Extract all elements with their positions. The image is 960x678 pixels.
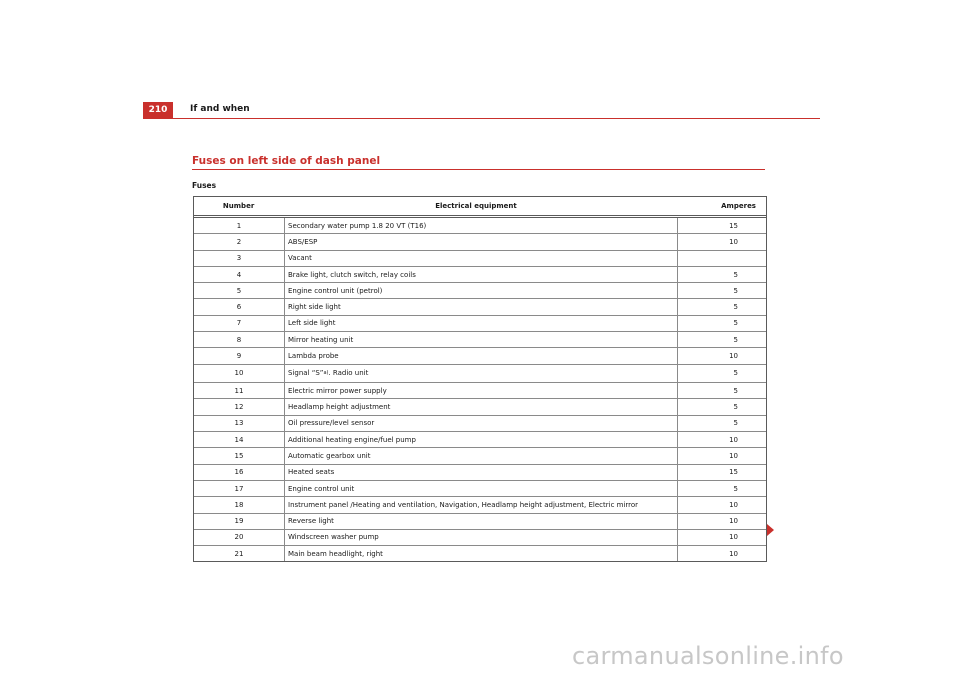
arrow-right-icon[interactable] (767, 524, 774, 536)
fuse-amperes: 10 (729, 435, 738, 444)
fuse-number: 3 (194, 251, 285, 266)
fuse-number: 11 (194, 383, 285, 398)
fuse-number: 5 (194, 283, 285, 298)
table-row (194, 399, 766, 415)
equipment-text: Signal “S” (288, 369, 324, 378)
fuse-amperes: 5 (733, 319, 738, 328)
fuse-equipment: Reverse light (285, 514, 678, 529)
fuse-amperes: 5 (733, 270, 738, 279)
fuse-equipment: ABS/ESP (285, 234, 678, 249)
fuse-number: 8 (194, 332, 285, 347)
fuse-equipment: Brake light, clutch switch, relay coils (285, 267, 678, 282)
fuse-number: 18 (194, 497, 285, 512)
fuse-number: 1 (194, 218, 285, 233)
column-header-equipment: Electrical equipment (435, 202, 517, 210)
fuse-number: 2 (194, 234, 285, 249)
fuse-number: 10 (194, 365, 285, 383)
table-row (194, 332, 766, 348)
fuse-equipment: Additional heating engine/fuel pump (285, 432, 678, 447)
fuse-amperes: 10 (729, 352, 738, 361)
fuse-number: 12 (194, 399, 285, 414)
table-row (194, 383, 766, 399)
fuse-number: 20 (194, 530, 285, 545)
fuse-amperes: 15 (729, 221, 738, 230)
table-row (194, 497, 766, 513)
fuse-number: 21 (194, 546, 285, 561)
table-row (194, 299, 766, 315)
fuse-amperes: 5 (733, 335, 738, 344)
fuse-amperes: 5 (733, 386, 738, 395)
fuse-number: 4 (194, 267, 285, 282)
fuse-table (193, 196, 767, 562)
table-row (194, 283, 766, 299)
fuse-amperes: 10 (729, 500, 738, 509)
page-header (143, 102, 820, 119)
fuse-amperes: 5 (733, 286, 738, 295)
fuse-equipment: Engine control unit (285, 481, 678, 496)
page-number: 210 (143, 102, 173, 118)
fuse-number: 15 (194, 448, 285, 463)
fuse-amperes: 10 (729, 237, 738, 246)
fuse-amperes: 10 (729, 452, 738, 460)
table-row (194, 481, 766, 497)
table-row (194, 448, 766, 464)
fuse-amperes: 5 (733, 369, 738, 378)
equipment-suffix: . Radio unit (328, 369, 369, 378)
table-row (194, 316, 766, 332)
fuse-equipment: Left side light (285, 316, 678, 331)
fuse-amperes: 5 (733, 303, 738, 312)
fuse-equipment: Electric mirror power supply (285, 383, 678, 398)
fuse-number: 19 (194, 514, 285, 529)
fuse-amperes: 15 (729, 468, 738, 477)
fuse-amperes: 5 (733, 419, 738, 428)
fuse-number: 9 (194, 348, 285, 363)
table-row (194, 267, 766, 283)
table-header (194, 197, 766, 218)
fuse-number: 6 (194, 299, 285, 314)
fuse-equipment: Oil pressure/level sensor (285, 416, 678, 431)
fuse-amperes: 5 (733, 484, 738, 493)
fuse-amperes: 10 (729, 517, 738, 526)
table-row (194, 416, 766, 432)
table-row (194, 432, 766, 448)
table-row (194, 530, 766, 546)
fuse-amperes (678, 251, 766, 266)
column-header-amperes: Amperes (721, 202, 756, 210)
fuse-amperes: 5 (733, 403, 738, 412)
fuse-number: 7 (194, 316, 285, 331)
fuse-equipment: Windscreen washer pump (285, 530, 678, 545)
fuse-equipment: Heated seats (285, 465, 678, 480)
fuse-equipment (285, 365, 678, 383)
table-row (194, 365, 766, 384)
fuse-equipment: Right side light (285, 299, 678, 314)
chapter-title: If and when (190, 104, 250, 114)
table-row (194, 234, 766, 250)
table-row (194, 348, 766, 364)
fuse-number: 16 (194, 465, 285, 480)
fuse-equipment: Lambda probe (285, 348, 678, 363)
watermark: carmanualsonline.info (572, 642, 844, 670)
section-title: Fuses on left side of dash panel (192, 155, 765, 170)
fuse-number: 17 (194, 481, 285, 496)
fuse-amperes: 10 (729, 533, 738, 542)
fuse-equipment: Vacant (285, 251, 678, 266)
table-row (194, 465, 766, 481)
fuse-equipment: Automatic gearbox unit (285, 448, 678, 463)
table-row (194, 514, 766, 530)
fuse-equipment: Instrument panel /Heating and ventilation, Navigation, Headlamp height adjustment, Electric mirror (285, 497, 678, 512)
fuse-equipment: Main beam headlight, right (285, 546, 678, 561)
fuse-number: 14 (194, 432, 285, 447)
table-row (194, 546, 766, 561)
table-row (194, 251, 766, 267)
fuse-equipment: Engine control unit (petrol) (285, 283, 678, 298)
footnote-marker: a) (323, 370, 329, 377)
fuse-equipment: Mirror heating unit (285, 332, 678, 347)
fuse-amperes: 10 (729, 549, 738, 558)
fuse-equipment: Headlamp height adjustment (285, 399, 678, 414)
column-header-number: Number (222, 202, 255, 210)
table-body (194, 218, 766, 561)
subheading: Fuses (192, 181, 217, 190)
table-row (194, 218, 766, 234)
fuse-equipment: Secondary water pump 1.8 20 VT (T16) (285, 218, 678, 233)
fuse-number: 13 (194, 416, 285, 431)
